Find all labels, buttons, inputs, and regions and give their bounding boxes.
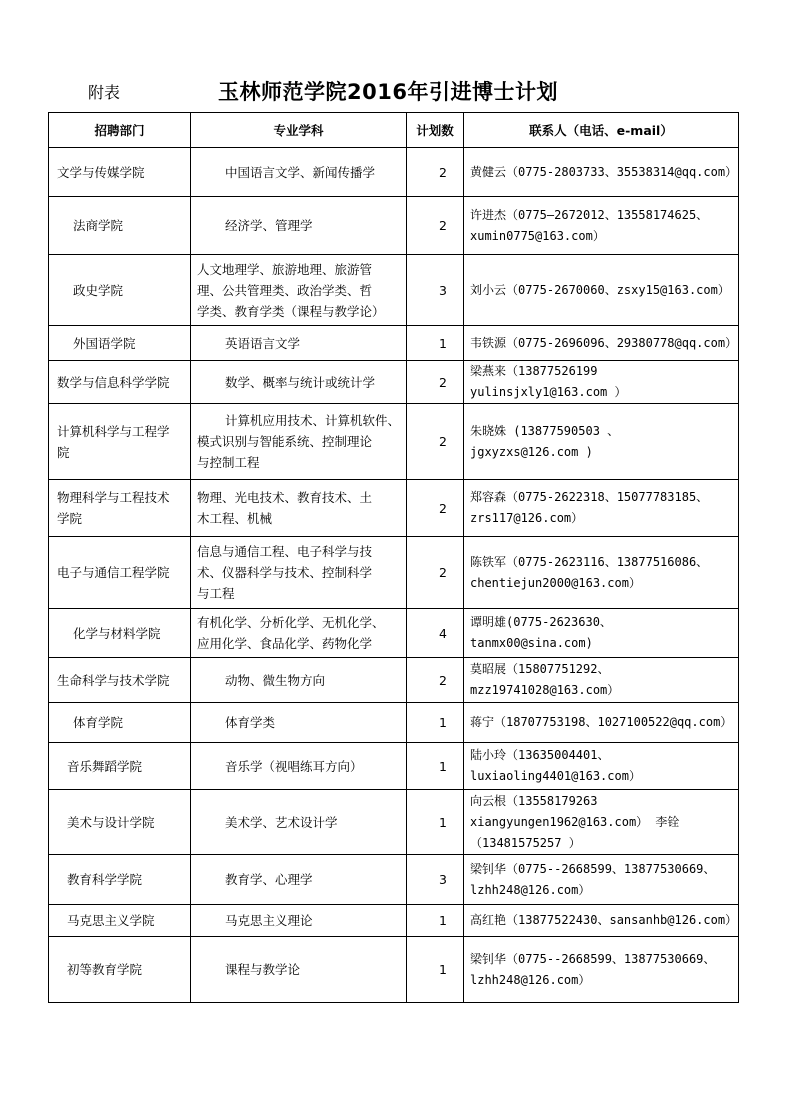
dept-cell: 物理科学与工程技术 学院 [49,480,191,537]
column-header-contact: 联系人（电话、e-mail） [464,113,739,148]
table-row [49,361,739,404]
major-cell: 教育学、心理学 [191,855,407,905]
contact-cell: 梁钊华（0775--2668599、13877530669、 lzhh248@126.com） [464,937,739,1003]
plan-cell: 1 [407,326,464,361]
major-cell: 体育学类 [191,703,407,743]
annex-label: 附表 [88,83,121,102]
major-cell: 人文地理学、旅游地理、旅游管 理、公共管理类、政治学类、哲 学类、教育学类（课程与教学论） [191,255,407,326]
contact-cell: 朱晓姝 (13877590503 、 jgxyzxs@126.com ) [464,404,739,480]
contact-cell: 莫昭展（15807751292、 mzz19741028@163.com） [464,658,739,703]
dept-cell: 教育科学学院 [49,855,191,905]
contact-cell: 黄健云（0775-2803733、35538314@qq.com） [464,148,739,197]
contact-cell: 梁钊华（0775--2668599、13877530669、 lzhh248@126.com） [464,855,739,905]
major-cell: 信息与通信工程、电子科学与技 术、仪器科学与技术、控制科学 与工程 [191,537,407,609]
major-cell: 计算机应用技术、计算机软件、 模式识别与智能系统、控制理论 与控制工程 [191,404,407,480]
major-cell: 数学、概率与统计或统计学 [191,361,407,404]
table-header-row [49,113,739,148]
dept-cell: 美术与设计学院 [49,790,191,855]
contact-cell: 蒋宁（18707753198、1027100522@qq.com） [464,703,739,743]
contact-cell: 谭明雄(0775-2623630、tanmx00@sina.com) [464,609,739,658]
major-cell: 经济学、管理学 [191,197,407,255]
table-row [49,658,739,703]
table-row [49,404,739,480]
major-cell: 美术学、艺术设计学 [191,790,407,855]
plan-cell: 3 [407,255,464,326]
contact-cell: 向云根（13558179263 xiangyungen1962@163.com） 李铨 （13481575257 ） [464,790,739,855]
table-row [49,148,739,197]
table-row [49,197,739,255]
contact-cell: 陆小玲（13635004401、 luxiaoling4401@163.com） [464,743,739,790]
plan-cell: 1 [407,790,464,855]
dept-cell: 马克思主义学院 [49,905,191,937]
page-title: 玉林师范学院2016年引进博士计划 [218,80,558,104]
major-cell: 有机化学、分析化学、无机化学、 应用化学、食品化学、药物化学 [191,609,407,658]
plan-cell: 1 [407,937,464,1003]
table-row [49,905,739,937]
plan-cell: 2 [407,658,464,703]
table-row [49,855,739,905]
plan-cell: 1 [407,703,464,743]
dept-cell: 政史学院 [49,255,191,326]
contact-cell: 刘小云（0775-2670060、zsxy15@163.com） [464,255,739,326]
contact-cell: 郑容森（0775-2622318、15077783185、 zrs117@126.com） [464,480,739,537]
plan-cell: 1 [407,743,464,790]
contact-cell: 陈铁军（0775-2623116、13877516086、 chentiejun2000@163.com） [464,537,739,609]
table-row [49,326,739,361]
dept-cell: 音乐舞蹈学院 [49,743,191,790]
table-row [49,480,739,537]
plan-cell: 1 [407,905,464,937]
plan-cell: 4 [407,609,464,658]
table-row [49,609,739,658]
dept-cell: 数学与信息科学学院 [49,361,191,404]
table-row [49,703,739,743]
column-header-plan: 计划数 [407,113,464,148]
dept-cell: 化学与材料学院 [49,609,191,658]
plan-cell: 2 [407,404,464,480]
major-cell: 英语语言文学 [191,326,407,361]
contact-cell: 梁燕来（13877526199 yulinsjxly1@163.com ） [464,361,739,404]
column-header-dept: 招聘部门 [49,113,191,148]
table-row [49,255,739,326]
table-row [49,537,739,609]
dept-cell: 体育学院 [49,703,191,743]
plan-cell: 2 [407,148,464,197]
major-cell: 动物、微生物方向 [191,658,407,703]
dept-cell: 外国语学院 [49,326,191,361]
major-cell: 中国语言文学、新闻传播学 [191,148,407,197]
contact-cell: 高红艳（13877522430、sansanhb@126.com） [464,905,739,937]
plan-cell: 2 [407,361,464,404]
major-cell: 课程与教学论 [191,937,407,1003]
dept-cell: 初等教育学院 [49,937,191,1003]
dept-cell: 法商学院 [49,197,191,255]
table-row [49,743,739,790]
plan-cell: 3 [407,855,464,905]
dept-cell: 文学与传媒学院 [49,148,191,197]
contact-cell: 韦铁源（0775-2696096、29380778@qq.com） [464,326,739,361]
recruitment-table [48,112,739,1003]
plan-cell: 2 [407,537,464,609]
page-header [0,0,792,112]
dept-cell: 计算机科学与工程学 院 [49,404,191,480]
major-cell: 音乐学（视唱练耳方向） [191,743,407,790]
column-header-major: 专业学科 [191,113,407,148]
contact-cell: 许进杰（0775—2672012、13558174625、 xumin0775@163.com） [464,197,739,255]
plan-cell: 2 [407,197,464,255]
dept-cell: 电子与通信工程学院 [49,537,191,609]
table-row [49,790,739,855]
plan-cell: 2 [407,480,464,537]
major-cell: 马克思主义理论 [191,905,407,937]
major-cell: 物理、光电技术、教育技术、土 木工程、机械 [191,480,407,537]
table-row [49,937,739,1003]
dept-cell: 生命科学与技术学院 [49,658,191,703]
